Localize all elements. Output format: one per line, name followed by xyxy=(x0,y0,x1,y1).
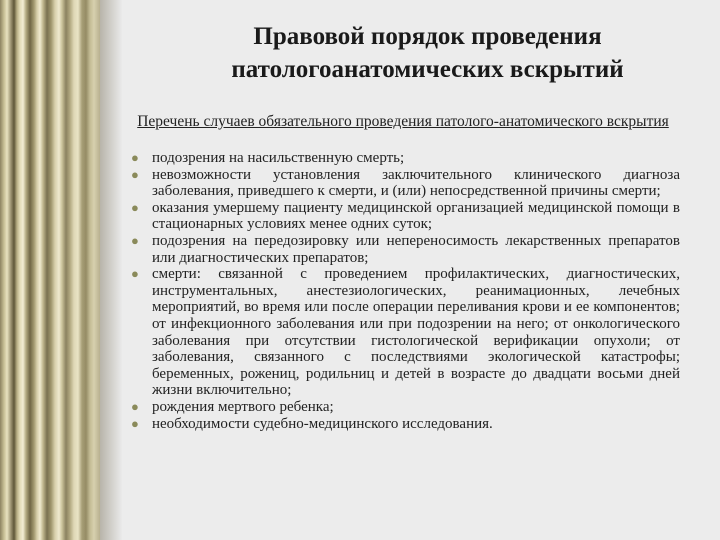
list-item-text: смерти: связанной с проведением профилактических, диагностических, инструментальных, анестезиологических, реанимационных, лечебных мероприятий, во время или после операции переливания крови и ее компонентов; от инфекционного заболевания или при подозрении на него; от онкологического заболевания при отсутствии гистологической верификации опухоли; от заболевания, связанного с последствиями экологической катастрофы; беременных, рожениц, родильниц и детей в возрасте до двадцати восьми дней жизни включительно; xyxy=(152,266,680,399)
list-item xyxy=(128,233,680,266)
list-item xyxy=(128,416,680,433)
list-heading-text: Перечень случаев обязательного проведения патолого-анатомического вскрытия xyxy=(137,113,669,130)
olive-bullet-icon: ● xyxy=(131,232,139,248)
list-item-text: подозрения на передозировку или непереносимость лекарственных препаратов или диагностических препаратов; xyxy=(152,232,680,266)
olive-bullet-icon: ● xyxy=(131,166,139,182)
olive-bullet-icon: ● xyxy=(131,199,139,215)
list-item xyxy=(128,167,680,200)
list-item-text: оказания умершему пациенту медицинской организацией медицинской помощи в стационарных условиях менее одних суток; xyxy=(152,199,680,233)
list-item-text: рождения мертвого ребенка; xyxy=(152,398,334,415)
list-heading xyxy=(130,114,676,130)
list-item xyxy=(128,399,680,416)
olive-bullet-icon: ● xyxy=(131,398,139,414)
olive-bullet-icon: ● xyxy=(131,415,139,431)
slide-title: Правовой порядок проведения патологоанатомических вскрытий xyxy=(231,23,624,83)
list-item xyxy=(128,266,680,399)
list-item-text: подозрения на насильственную смерть; xyxy=(152,150,405,166)
list-item xyxy=(128,200,680,233)
list-item-text: невозможности установления заключительного клинического диагноза заболевания, приведшего к смерти, и (или) непосредственной причины смерти; xyxy=(152,166,680,200)
gold-frame-decoration xyxy=(0,0,100,540)
bullet-list xyxy=(128,150,680,432)
list-item-text: необходимости судебно-медицинского исследования. xyxy=(152,415,493,432)
olive-bullet-icon: ● xyxy=(131,150,139,165)
frame-shadow xyxy=(100,0,122,540)
list-item xyxy=(128,150,680,167)
olive-bullet-icon: ● xyxy=(131,266,139,282)
